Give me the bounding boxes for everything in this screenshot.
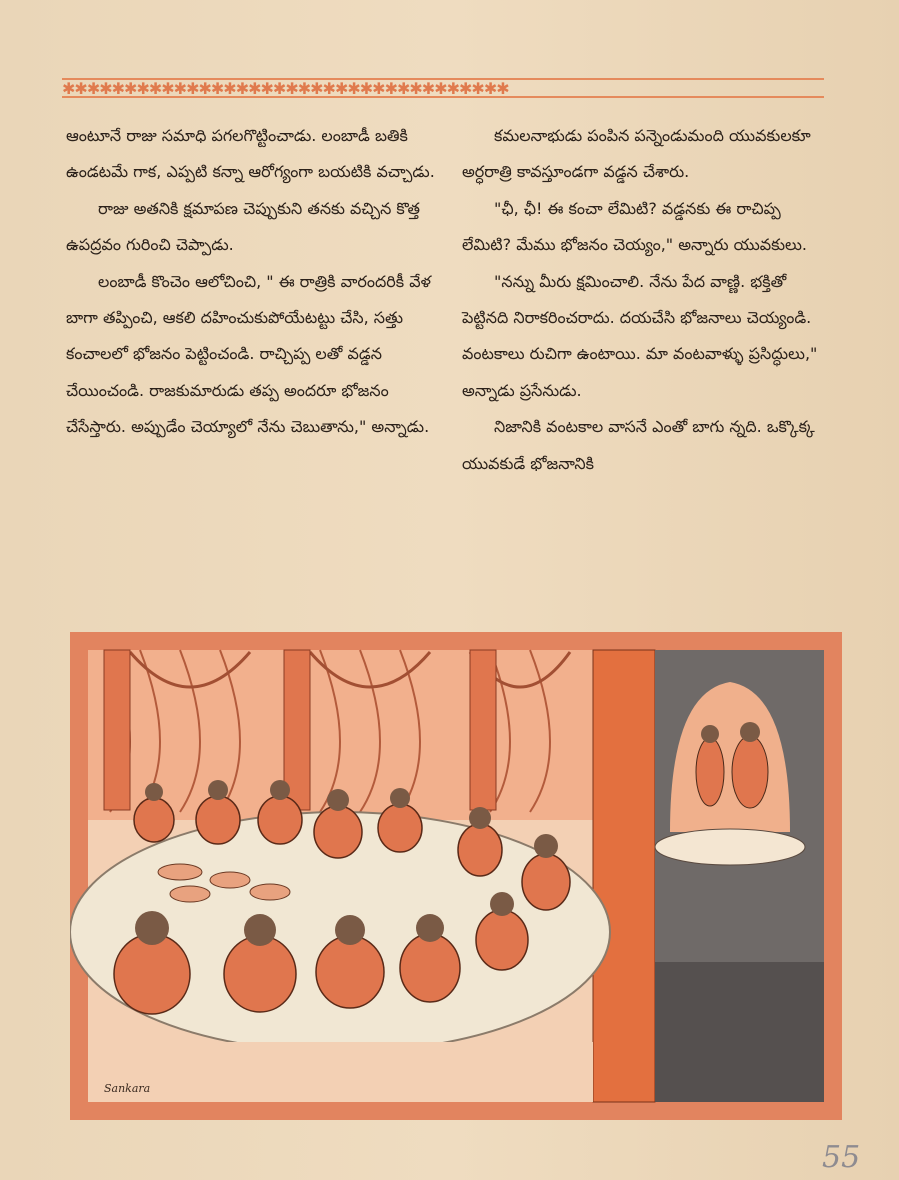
- left-paragraph-3: లంబాడీ కొంచెం ఆలోచించి, " ఈ రాత్రికి వారందరికీ వేళ బాగా తప్పించి, ఆకలి దహించుకుపోయేటట్టు చేసి, సత్తు కంచాలలో భోజనం పెట్టించండి. రాచ్చిప్ప లతో వడ్డన చేయించండి. రాజకుమారుడు తప్ప అందరూ భోజనం చేసేస్తారు. అప్పుడేం చెయ్యాలో నేను చెబుతాను," అన్నాడు.: [66, 271, 431, 437]
- left-paragraph-2: రాజు అతనికి క్షమాపణ చెప్పుకుని తనకు వచ్చిన కొత్త ఉపద్రవం గురించి చెప్పాడు.: [66, 198, 420, 255]
- right-paragraph-1: కమలనాభుడు పంపిన పన్నెండుమంది యువకులకూ అర్ధరాత్రి కావస్తూండగా వడ్డన చేశారు.: [462, 126, 811, 182]
- floor-foreground: [88, 1042, 593, 1102]
- doorway-scene: [655, 650, 824, 1102]
- left-paragraph-1: ఆంటూనే రాజు సమాధి పగలగొట్టించాడు. లంబాడీ బతికి ఉండటమే గాక, ఎప్పటి కన్నా ఆరోగ్యంగా బయటికి వచ్చాడు.: [66, 126, 435, 182]
- banquet-illustration: [70, 632, 842, 1120]
- right-paragraph-2: "ఛీ, ఛీ! ఈ కంచా లేమిటి? వడ్డనకు ఈ రాచిప్ప లేమిటి? మేము భోజనం చెయ్యం," అన్నారు యువకులు.: [462, 198, 807, 255]
- page-number: 55: [822, 1140, 861, 1175]
- decorative-border: [62, 78, 824, 98]
- illustration-drawing: [70, 632, 842, 1120]
- right-paragraph-4: నిజానికి వంటకాల వాసనే ఎంతో బాగు న్నది. ఒక్కొక్క యువకుడే భోజనానికి: [462, 417, 815, 473]
- left-text-column: [66, 118, 438, 446]
- artist-signature: Sankara: [104, 1082, 151, 1095]
- right-text-column: [462, 118, 834, 482]
- right-paragraph-3: "నన్ను మీరు క్షమించాలి. నేను పేద వాణ్ణి. భక్తితో పెట్టినది నిరాకరించరాదు. దయచేసి భోజనాలు చెయ్యండి. వంటకాలు రుచిగా ఉంటాయి. మా వంటవాళ్ళు ప్రసిద్ధులు," అన్నాడు ప్రసేనుడు.: [462, 271, 818, 400]
- border-pattern: ✱✱✱✱✱✱✱✱✱✱✱✱✱✱✱✱✱✱✱✱✱✱✱✱✱✱✱✱✱✱✱✱✱✱✱✱: [62, 78, 509, 98]
